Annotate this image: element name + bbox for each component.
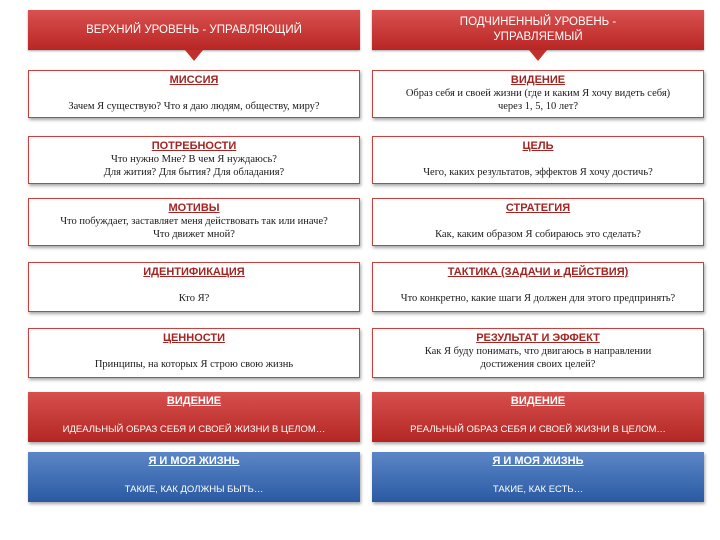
box-text-2: достижения своих целей? <box>480 359 596 370</box>
box-text-2: через 1, 5, 10 лет? <box>497 101 579 112</box>
left-header-arrow <box>185 50 203 61</box>
box-strategy <box>372 198 704 246</box>
box-vision <box>372 70 704 118</box>
box-text: Как, каким образом Я собираюсь это сделать? <box>435 229 641 240</box>
box-text: ТАКИЕ, КАК ДОЛЖНЫ БЫТЬ… <box>124 484 264 495</box>
box-text: Что нужно Мне? В чем Я нуждаюсь? <box>111 154 277 165</box>
box-title: ВИДЕНИЕ <box>166 395 222 407</box>
box-title: ТАКТИКА (ЗАДАЧИ и ДЕЙСТВИЯ) <box>447 266 629 278</box>
box-life-ideal <box>28 452 360 502</box>
box-tactics <box>372 262 704 312</box>
box-title: ПОТРЕБНОСТИ <box>151 140 237 152</box>
left-header <box>28 10 360 50</box>
box-mission <box>28 70 360 118</box>
box-title: Я И МОЯ ЖИЗНЬ <box>148 455 240 467</box>
box-text: Что побуждает, заставляет меня действовать так или иначе? <box>60 216 328 227</box>
box-text: Чего, каких результатов, эффектов Я хочу достичь? <box>423 167 653 178</box>
box-vision-ideal <box>28 392 360 442</box>
box-text: Кто Я? <box>178 293 210 304</box>
box-identification <box>28 262 360 312</box>
box-life-real <box>372 452 704 502</box>
box-title: РЕЗУЛЬТАТ И ЭФФЕКТ <box>476 332 600 344</box>
box-text: Что конкретно, какие шаги Я должен для этого предпринять? <box>400 293 676 304</box>
box-text: Зачем Я существую? Что я даю людям, обществу, миру? <box>68 101 320 112</box>
box-title: Я И МОЯ ЖИЗНЬ <box>492 455 584 467</box>
box-motives <box>28 198 360 246</box>
box-title: ИДЕНТИФИКАЦИЯ <box>143 266 245 278</box>
box-title: ЦЕННОСТИ <box>162 332 226 344</box>
box-goal <box>372 136 704 184</box>
box-text: Образ себя и своей жизни (где и каким Я хочу видеть себя) <box>405 88 671 99</box>
box-text: ТАКИЕ, КАК ЕСТЬ… <box>492 484 584 495</box>
box-text-2: Для жития? Для бытия? Для обладания? <box>103 167 285 178</box>
box-text: РЕАЛЬНЫЙ ОБРАЗ СЕБЯ И СВОЕЙ ЖИЗНИ В ЦЕЛОМ… <box>410 424 666 435</box>
box-text: ИДЕАЛЬНЫЙ ОБРАЗ СЕБЯ И СВОЕЙ ЖИЗНИ В ЦЕЛОМ… <box>62 424 326 435</box>
box-needs <box>28 136 360 184</box>
box-title: МИССИЯ <box>169 74 219 86</box>
box-text: Принципы, на которых Я строю свою жизнь <box>94 359 294 370</box>
box-text: Как Я буду понимать, что двигаюсь в направлении <box>424 346 652 357</box>
box-title: ВИДЕНИЕ <box>510 74 566 86</box>
left-header-label: ВЕРХНИЙ УРОВЕНЬ - УПРАВЛЯЮЩИЙ <box>86 23 302 36</box>
box-title: МОТИВЫ <box>168 202 220 214</box>
box-title: ВИДЕНИЕ <box>510 395 566 407</box>
box-vision-real <box>372 392 704 442</box>
box-result <box>372 328 704 378</box>
right-header <box>372 10 704 50</box>
right-header-line-2: УПРАВЛЯЕМЫЙ <box>493 31 583 43</box>
box-text-2: Что движет мной? <box>153 229 235 240</box>
box-title: ЦЕЛЬ <box>522 140 554 152</box>
box-values <box>28 328 360 378</box>
box-title: СТРАТЕГИЯ <box>505 202 571 214</box>
right-header-line-1: ПОДЧИНЕННЫЙ УРОВЕНЬ - <box>459 16 617 29</box>
right-header-arrow <box>529 50 547 61</box>
